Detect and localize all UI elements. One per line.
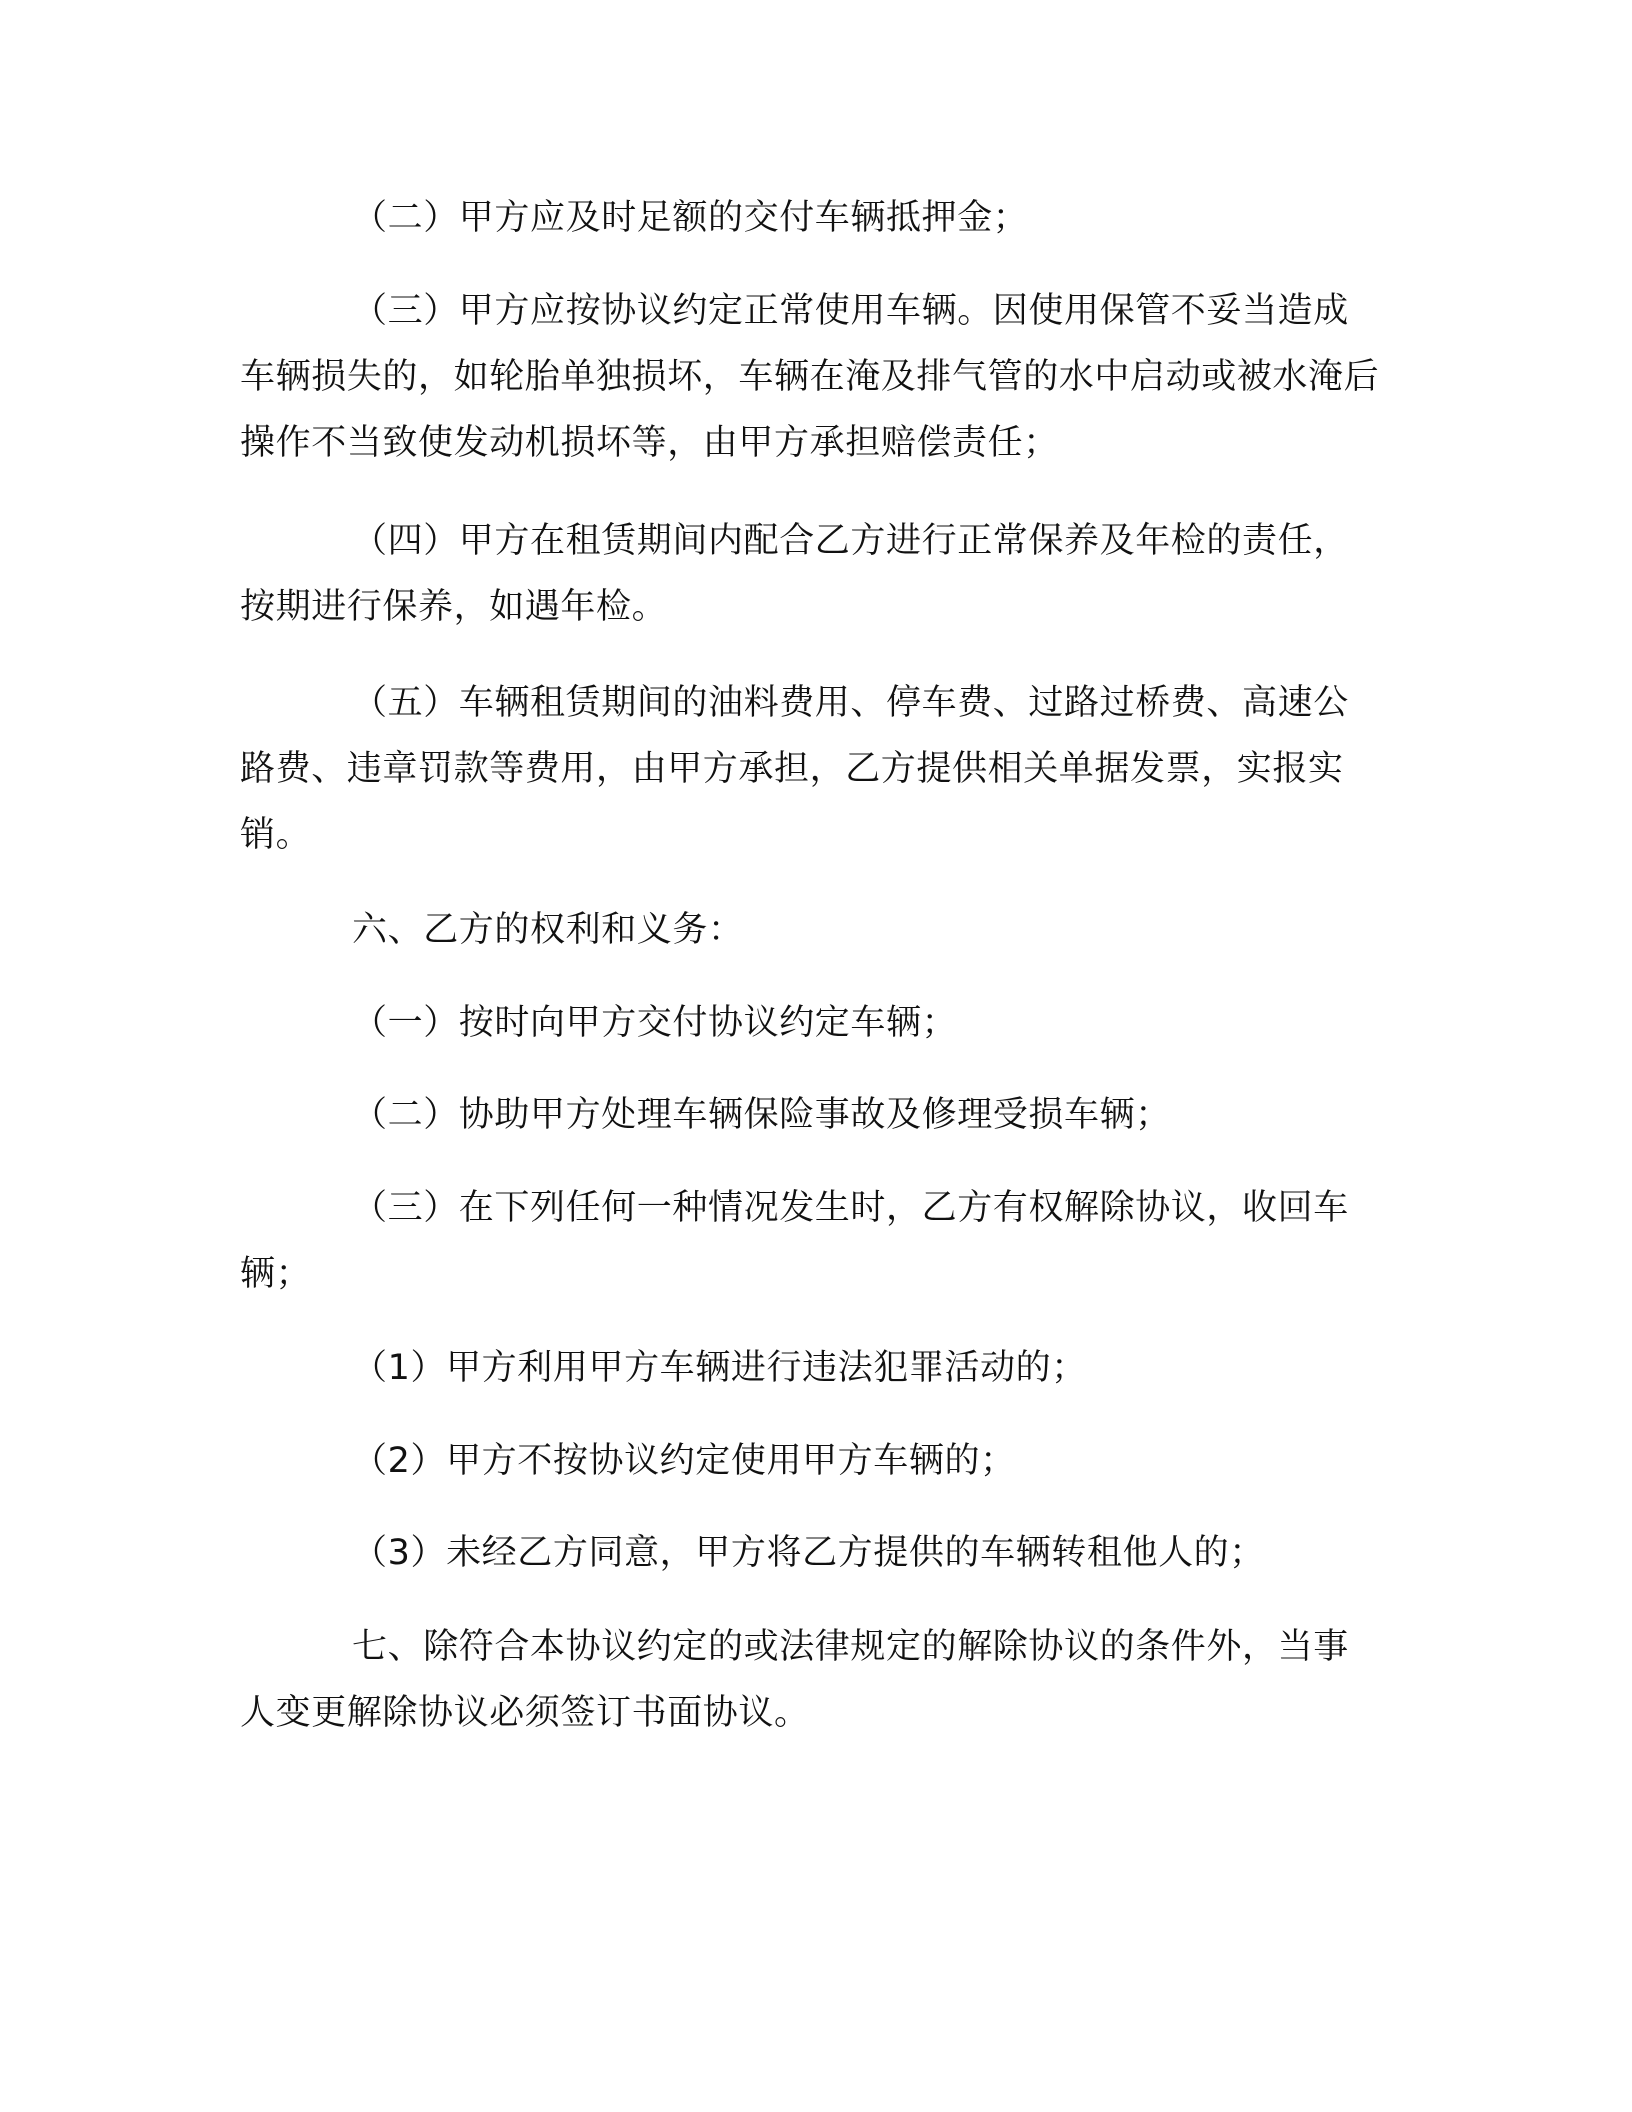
list-item-6-3-3: （3）未经乙方同意，甲方将乙方提供的车辆转租他人的； — [352, 1533, 1265, 1573]
paragraph-2-2: （二）甲方应及时足额的交付车辆抵押金； — [352, 198, 1029, 238]
paragraph-2-4: （四）甲方在租赁期间内配合乙方进行正常保养及年检的责任，按期进行保养，如遇年检。 — [240, 521, 1349, 627]
paragraph-6-2: （二）协助甲方处理车辆保险事故及修理受损车辆； — [352, 1095, 1171, 1135]
paragraph-2-3: （三）甲方应按协议约定正常使用车辆。因使用保管不妥当造成车辆损失的，如轮胎单独损坏，车辆在淹及排气管的水中启动或被水淹后操作不当致使发动机损坏等，由甲方承担赔偿责任； — [240, 291, 1380, 463]
paragraph-2-5: （五）车辆租赁期间的油料费用、停车费、过路过桥费、高速公路费、违章罚款等费用，由甲方承担，乙方提供相关单据发票，实报实销。 — [240, 683, 1349, 855]
list-item-6-3-1: （1）甲方利用甲方车辆进行违法犯罪活动的； — [352, 1348, 1087, 1388]
section-6-heading: 六、乙方的权利和义务： — [352, 910, 744, 950]
list-item-6-3-2: （2）甲方不按协议约定使用甲方车辆的； — [352, 1441, 1016, 1481]
paragraph-6-3: （三）在下列任何一种情况发生时，乙方有权解除协议，收回车辆； — [240, 1188, 1349, 1294]
paragraph-6-1: （一）按时向甲方交付协议约定车辆； — [352, 1003, 958, 1043]
section-7-paragraph: 七、除符合本协议约定的或法律规定的解除协议的条件外，当事人变更解除协议必须签订书面协议。 — [240, 1627, 1349, 1733]
